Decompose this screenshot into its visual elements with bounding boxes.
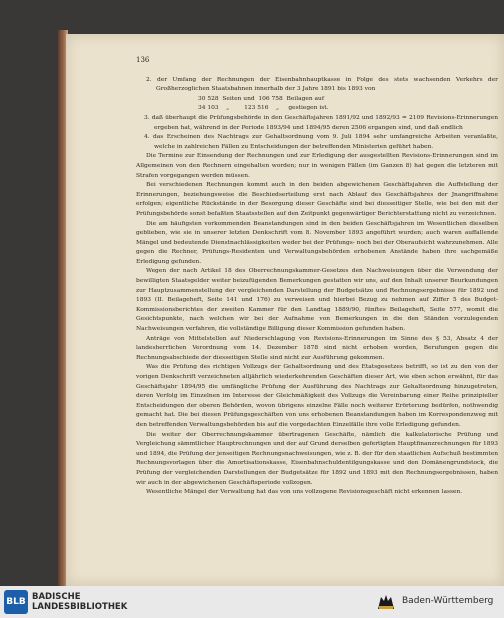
figure-line-2: 34 103 „ 123 516 „ gestiegen ist.	[198, 105, 329, 112]
page-number: 136	[136, 56, 150, 64]
paragraph: Wegen der nach Artikel 18 des Oberrechnungskammer-Gesetzes den Nachweisungen über die Verwendung der bewilligten Staatsgelder weiter beizufügenden Bemerkungen gestatten wir uns, auf den Inhalt unserer Beurkundungen zur Hauptzusammenstellung der vergleichenden Darstellung der Budgetsätze und Rechnungsergebnisse für 1892 und 1893 (II. Beilageheft, Seite 141 und 176) zu verweisen und hierbei Bezug zu nehmen auf Ziffer 5 des Budget-Kommissionsberichtes der zweiten Kammer für den Landtag 1889/90, fünftes Beilageheft, Seite 577, womit die Gesichtspunkte, nach welchen wir bei der Aufnahme von Bemerkungen in die den Ständen vorzulegenden Nachweisungen verfahren, die vollständige Billigung dieser Kommission gefunden haben.	[136, 268, 498, 333]
baden-wuerttemberg-lions-icon	[376, 593, 396, 611]
figure-line-1: 30 528 Seiten und 106 758 Beilagen auf	[198, 95, 324, 102]
paragraph: Was die Prüfung des richtigen Vollzugs der Gehaltsordnung und des Etatsgesetzes betrifft, so ist zu den von der vorigen Denkschrift verzeichneten alljährlich wiederkehrenden Geschäften dieser Art, wie eben schon erwähnt, für das Geschäftsjahr 1894/95 die umfängliche Prüfung der Ausführung des Nachtrags zur Gehaltsordnung hinzugetreten, deren Verfolg im Einzelnen im Interesse der Gleichmäßigkeit des Vollzugs die Vereinbarung einer Reihe prinzipieller Entscheidungen der oberen Behörden, wovon übrigens einzelne Fälle noch weiterer Erörterung bedürfen, nothwendig gemacht hat. Die bei diesen Prüfungsgeschäften von uns erhobenen Beanstandungen haben im Korrespondenzweg mit den betreffenden Verwaltungsbehörden bis auf die vorgedachten Einzelfälle ihre volle Erledigung gefunden.	[136, 364, 498, 428]
state-name[interactable]: Baden-Württemberg	[402, 596, 494, 606]
paragraph: Die Termine zur Einsendung der Rechnungen und zur Erledigung der ausgestellten Revisions-Erinnerungen sind im Allgemeinen von den Rechnern eingehalten worden; nur in wenigen Fällen (im Ganzen 8) hat gegen die letzteren mit Strafen vorgegangen werden müssen.	[136, 153, 498, 179]
paragraph: Anträge von Mittelstellen auf Niederschlagung von Revisions-Erinnerungen im Sinne des § 53, Absatz 4 der landesherrlichen Verordnung vom 14. Dezember 1878 sind nicht erhoben worden, Berufungen gegen die Rechnungsabschiede der diesseitigen Stelle sind nicht zur Ausführung gekommen.	[136, 335, 498, 361]
paragraph: Die am häufigsten vorkommenden Beanstandungen sind in den beiden Geschäftsjahren im Wesentlichen dieselben geblieben, wie sie in unserer letzten Denkschrift vom 8. November 1893 angeführt wurden; auch waren auffallende Mängel und bedeutende Dienstnachlässigkeiten weder bei der Prüfungs- noch bei der Oberaufsicht wahrzunehmen. Alle gegen die Rechner, Prüfungs-Residenten und Verwaltungsbehörden erhobenen Anstände haben ihre sachgemäße Erledigung gefunden.	[136, 220, 498, 265]
library-name[interactable]	[32, 592, 127, 612]
page-text	[136, 56, 498, 498]
paragraph: Die weiter der Oberrechnungskammer übertragenen Geschäfte, nämlich die kalkulatorische Prüfung und Vergleichung sämmtlicher Hauptrechnungen und der auf Grund derselben gefertigten Hauptfinanzrechnungen für 1893 und 1894, die Prüfung der jenseitigen Rechnungsnachweisungen, wie z. B. der für den staatlichen Aufschuß bestimmten Rechnungsvorlagen über die Amortisationskasse, Eisenbahnschuldentilgungskasse und den Domänengrundstock, die Prüfung der vergleichenden Darstellungen der Budgetsätze für 1892 und 1893 mit den Rechnungsergebnissen, haben wir auch in der abgewichenen Geschäftsperiode vollzogen.	[136, 431, 498, 486]
list-item-3: 3. daß überhaupt die Prüfungsbehörde in den Geschäftsjahren 1891/92 und 1892/93 = 2109 Revisions-Erinnerungen ergeben hat, während in der Periode 1893/94 und 1894/95 deren 2506 ergangen sind, und daß endlich	[144, 114, 498, 131]
list-item-2: 2. der Umfang der Rechnungen der Eisenbahnhauptkasse in Folge des stets wachsenden Verkehrs der Großherzoglichen Staatsbahnen innerhalb der 3 Jahre 1891 bis 1893 von	[146, 76, 498, 93]
library-name-line2: LANDESBIBLIOTHEK	[32, 602, 128, 612]
paragraph: Wesentliche Mängel der Verwaltung hat das von uns vollzogene Revisionsgeschäft nicht erkennen lassen.	[146, 489, 463, 496]
viewer-footer	[0, 586, 504, 618]
blb-logo-icon[interactable]: BLB	[4, 590, 28, 614]
paragraph: Bei verschiedenen Rechnungen kommt auch in den beiden abgewichenen Geschäftsjahren die Auffstellung der Erinnerungen, beziehungsweise die Beschiedserteilung erst nach Ablauf des Geschäftsjahres der Jnangriffnahme erfolgen; eigentliche Rückstände in der Besorgung dieser Geschäfte sind bei diesseitiger Stelle, wie bei den mit der Prüfungsbehörde sonst befaßten Staatsstellen auf den Zeitpunkt gegenwärtiger Berichterstattung nicht zu verzeichnen.	[136, 182, 498, 217]
list-item-4: 4. das Erscheinen des Nachtrags zur Gehaltsordnung vom 9. Juli 1894 sehr umfangreiche Arbeiten veranlaßte, welche in zahlreichen Fällen zu Entscheidungen der betreffenden Ministerien geführt haben.	[144, 134, 498, 150]
library-name-line1: BADISCHE	[32, 592, 81, 602]
